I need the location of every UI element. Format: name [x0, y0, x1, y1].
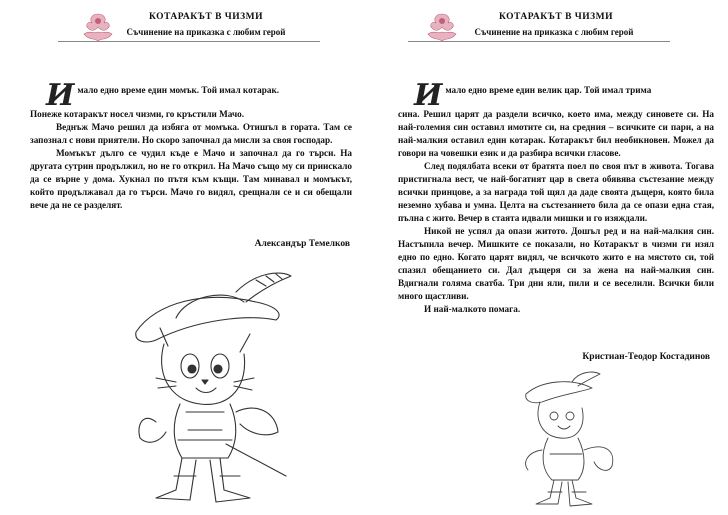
story-paragraph: След подялбата всеки от братята поел по своя път в живота. Тогава пристигнала вест, че най-богатият цар в света обявява състезание между всички принцове, а за награда той щял да даде своята дъщеря, която била неземно хубава и умна. Целта на състезанието била да се опази една стая, пълна с жито. Вечер в стаята идвали мишки и го изяждали. — [398, 161, 714, 223]
drop-cap: И — [46, 78, 75, 113]
story-first-line: мало едно време един велик цар. Той имал трима — [445, 85, 652, 95]
header-title: КОТАРАКЪТ В ЧИЗМИ — [498, 12, 614, 22]
story-body — [30, 78, 352, 212]
story-paragraph: Веднъж Мачо решил да избяга от момъка. Отишъл в гората. Там се запознал с нови приятели. Но скоро започнал да мисли за своя господар. — [30, 122, 352, 145]
puss-in-boots-illustration-icon — [116, 262, 296, 507]
header-title: КОТАРАКЪТ В ЧИЗМИ — [148, 12, 264, 22]
story-author: Александър Темелков — [254, 239, 350, 249]
header-divider — [408, 41, 670, 42]
puss-in-boots-sketch-icon — [512, 370, 632, 510]
header-divider — [58, 41, 320, 42]
header-subtitle: Съчинение на приказка с любим герой — [474, 27, 634, 37]
story-paragraph: Никой не успял да опази житото. Дошъл ред и на най-малкия син. Настъпила вечер. Мишките се показали, но Котаракът в чизми ги изял едно по едно. Когато царят видял, че всичкото жито е на мястото си, той спазил обещанието си. Дал дъщеря си за жена на най-малкия син. Вдигнали голяма сватба. Три дни яли, пили и се веселили. Всички били много щастливи. — [398, 226, 714, 301]
story-author: Кристиан-Теодор Костадинов — [582, 352, 710, 362]
right-page — [364, 0, 728, 515]
header-subtitle: Съчинение на приказка с любим герой — [126, 27, 286, 37]
story-paragraph: сина. Решил царят да раздели всичко, което има, между синовете си. На най-големия син оставил имотите си, на средния – всичките си пари, а на най-малкия оставил един котарак. Котаракът бил необикновен. Можел да говори на човешки език и да разбира всички гласове. — [398, 109, 714, 158]
drop-cap: И — [414, 78, 443, 113]
story-first-line: мало едно време един момък. Той имал котарак. — [77, 85, 280, 95]
story-paragraph: И най-малкото помага. — [424, 304, 521, 314]
story-paragraph: Понеже котаракът носел чизми, го кръстили Мачо. — [30, 109, 245, 119]
story-paragraph: Момъкът дълго се чудил къде е Мачо и започнал да го търси. На другата сутрин продължил, но не го открил. На Мачо също му си приискало да се върне у дома. Хукнал по пътя към къщи. Там минавал и момъкът, който продължавал да го търси. Мачо го видял, срещнали се и си обещали вече да не се разделят. — [30, 148, 352, 210]
story-body — [398, 78, 714, 316]
